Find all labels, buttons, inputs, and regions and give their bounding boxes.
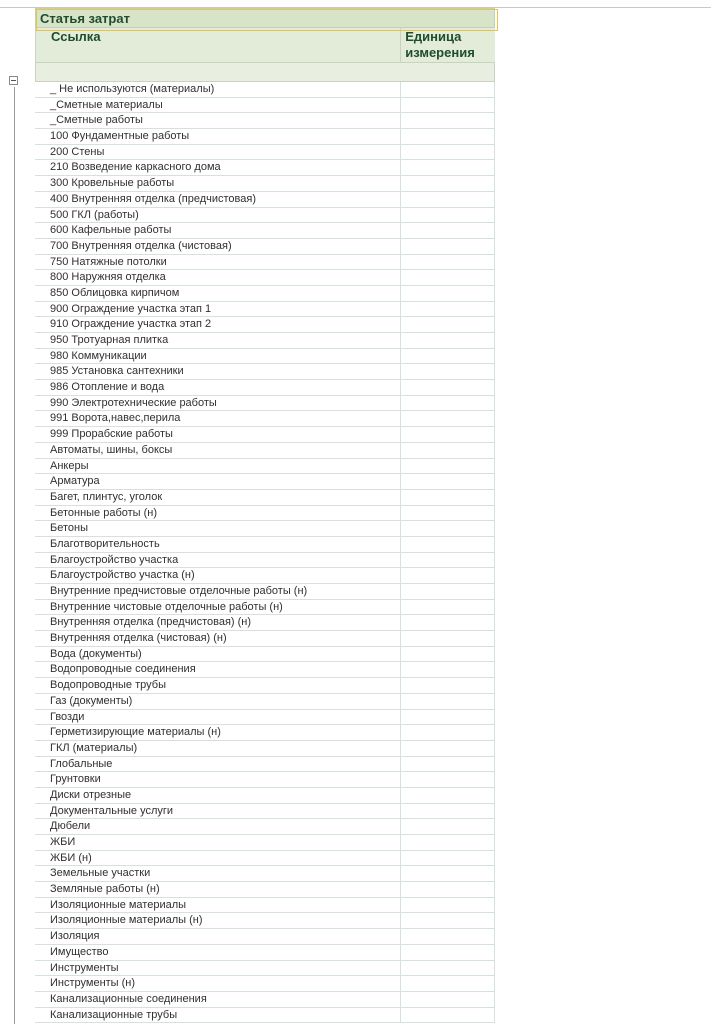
table-row[interactable] — [35, 506, 495, 522]
cell-unit[interactable] — [401, 129, 495, 144]
cell-unit[interactable] — [401, 82, 495, 97]
table-row[interactable] — [35, 333, 495, 349]
table-row[interactable] — [35, 725, 495, 741]
table-row[interactable] — [35, 678, 495, 694]
cell-reference[interactable]: ЖБИ (н) — [35, 851, 401, 866]
cell-unit[interactable] — [401, 113, 495, 128]
cell-unit[interactable] — [401, 788, 495, 803]
table-row[interactable] — [35, 317, 495, 333]
cell-reference[interactable]: ЖБИ — [35, 835, 401, 850]
cell-reference[interactable]: Канализационные соединения — [35, 992, 401, 1007]
group-title-label: Статья затрат — [40, 11, 130, 26]
table-row[interactable] — [35, 82, 495, 98]
cell-unit[interactable] — [401, 568, 495, 583]
cell-unit[interactable] — [401, 506, 495, 521]
group-bracket-line — [14, 87, 15, 1024]
cell-reference[interactable]: Герметизирующие материалы (н) — [35, 725, 401, 740]
cell-unit[interactable] — [401, 929, 495, 944]
table-row[interactable] — [35, 600, 495, 616]
cell-reference[interactable]: Газ (документы) — [35, 694, 401, 709]
table-row[interactable] — [35, 662, 495, 678]
cell-unit[interactable] — [401, 1008, 495, 1023]
cell-reference[interactable]: Внутренняя отделка (предчистовая) (н) — [35, 615, 401, 630]
cell-unit[interactable] — [401, 459, 495, 474]
cell-reference[interactable]: Бетонные работы (н) — [35, 506, 401, 521]
cell-reference[interactable]: ГКЛ (материалы) — [35, 741, 401, 756]
cell-unit[interactable] — [401, 349, 495, 364]
cell-reference[interactable]: 700 Внутренняя отделка (чистовая) — [35, 239, 401, 254]
cell-reference[interactable]: Водопроводные соединения — [35, 662, 401, 677]
table-row[interactable] — [35, 710, 495, 726]
cell-reference[interactable]: Инструменты (н) — [35, 976, 401, 991]
table-row[interactable] — [35, 772, 495, 788]
cell-unit[interactable] — [401, 976, 495, 991]
cell-reference[interactable]: 200 Стены — [35, 145, 401, 160]
table-row[interactable] — [35, 239, 495, 255]
cell-unit[interactable] — [401, 992, 495, 1007]
cell-unit[interactable] — [401, 302, 495, 317]
table-row[interactable] — [35, 490, 495, 506]
table-row[interactable] — [35, 976, 495, 992]
table-row[interactable] — [35, 913, 495, 929]
cell-reference[interactable]: Водопроводные трубы — [35, 678, 401, 693]
cell-unit[interactable] — [401, 819, 495, 834]
cell-reference[interactable]: Документальные услуги — [35, 804, 401, 819]
cell-reference[interactable]: 400 Внутренняя отделка (предчистовая) — [35, 192, 401, 207]
table-row[interactable] — [35, 647, 495, 663]
cell-unit[interactable] — [401, 913, 495, 928]
table-row[interactable] — [35, 223, 495, 239]
table-row[interactable] — [35, 929, 495, 945]
cell-reference[interactable]: Имущество — [35, 945, 401, 960]
cell-reference[interactable]: Изоляция — [35, 929, 401, 944]
cell-reference[interactable]: Инструменты — [35, 961, 401, 976]
cell-unit[interactable] — [401, 192, 495, 207]
group-total-row[interactable] — [35, 63, 495, 82]
cell-unit[interactable] — [401, 647, 495, 662]
cell-reference[interactable]: Изоляционные материалы (н) — [35, 913, 401, 928]
table-row[interactable] — [35, 176, 495, 192]
cell-unit[interactable] — [401, 757, 495, 772]
cell-unit[interactable] — [401, 615, 495, 630]
table-row[interactable] — [35, 129, 495, 145]
collapse-group-icon[interactable] — [9, 76, 18, 85]
cell-reference[interactable]: Гвозди — [35, 710, 401, 725]
column-header-unit[interactable] — [401, 28, 495, 62]
table-row[interactable] — [35, 568, 495, 584]
column-header-unit-line1: Единица — [405, 29, 462, 44]
cell-unit[interactable] — [401, 239, 495, 254]
table-row[interactable] — [35, 192, 495, 208]
table-row[interactable] — [35, 380, 495, 396]
cell-reference[interactable]: 950 Тротуарная плитка — [35, 333, 401, 348]
cell-unit[interactable] — [401, 364, 495, 379]
group-title-header[interactable] — [35, 8, 495, 28]
table-row[interactable] — [35, 427, 495, 443]
grouping-gutter — [0, 8, 35, 1024]
table-row[interactable] — [35, 945, 495, 961]
cell-unit[interactable] — [401, 176, 495, 191]
cell-unit[interactable] — [401, 270, 495, 285]
cell-reference[interactable]: Анкеры — [35, 459, 401, 474]
cell-reference[interactable]: 600 Кафельные работы — [35, 223, 401, 238]
cell-unit[interactable] — [401, 145, 495, 160]
cell-unit[interactable] — [401, 98, 495, 113]
cell-unit[interactable] — [401, 725, 495, 740]
cell-reference[interactable]: Бетоны — [35, 521, 401, 536]
cell-reference[interactable]: _ Не используются (материалы) — [35, 82, 401, 97]
cell-unit[interactable] — [401, 427, 495, 442]
cell-unit[interactable] — [401, 584, 495, 599]
table-row[interactable] — [35, 364, 495, 380]
cell-reference[interactable]: Багет, плинтус, уголок — [35, 490, 401, 505]
cell-reference[interactable]: _Сметные работы — [35, 113, 401, 128]
cell-unit[interactable] — [401, 851, 495, 866]
cell-reference[interactable]: 999 Прорабские работы — [35, 427, 401, 442]
table-row[interactable] — [35, 961, 495, 977]
cell-reference[interactable]: 986 Отопление и вода — [35, 380, 401, 395]
cell-unit[interactable] — [401, 772, 495, 787]
cell-unit[interactable] — [401, 678, 495, 693]
table-row[interactable] — [35, 694, 495, 710]
cell-unit[interactable] — [401, 443, 495, 458]
table-row[interactable] — [35, 160, 495, 176]
cell-reference[interactable]: 910 Ограждение участка этап 2 — [35, 317, 401, 332]
cell-unit[interactable] — [401, 223, 495, 238]
cell-unit[interactable] — [401, 160, 495, 175]
cell-reference[interactable]: Земельные участки — [35, 866, 401, 881]
cell-unit[interactable] — [401, 255, 495, 270]
cell-unit[interactable] — [401, 631, 495, 646]
cell-unit[interactable] — [401, 474, 495, 489]
table-row[interactable] — [35, 459, 495, 475]
cell-reference[interactable]: Дюбели — [35, 819, 401, 834]
cell-reference[interactable]: 750 Натяжные потолки — [35, 255, 401, 270]
column-headers — [35, 28, 495, 63]
cell-reference[interactable]: Благоустройство участка — [35, 553, 401, 568]
column-header-reference-label: Ссылка — [51, 29, 101, 44]
cell-reference[interactable]: 991 Ворота,навес,перила — [35, 411, 401, 426]
table-row[interactable] — [35, 788, 495, 804]
cell-unit[interactable] — [401, 898, 495, 913]
cell-reference[interactable]: 210 Возведение каркасного дома — [35, 160, 401, 175]
table-row[interactable] — [35, 349, 495, 365]
cell-reference[interactable]: 900 Ограждение участка этап 1 — [35, 302, 401, 317]
cell-reference[interactable]: Автоматы, шины, боксы — [35, 443, 401, 458]
table-row[interactable] — [35, 631, 495, 647]
cell-reference[interactable]: Изоляционные материалы — [35, 898, 401, 913]
table-row[interactable] — [35, 98, 495, 114]
cell-unit[interactable] — [401, 490, 495, 505]
table-row[interactable] — [35, 584, 495, 600]
cell-unit[interactable] — [401, 835, 495, 850]
cell-unit[interactable] — [401, 945, 495, 960]
cell-unit[interactable] — [401, 286, 495, 301]
table-row[interactable] — [35, 553, 495, 569]
table-row[interactable] — [35, 286, 495, 302]
cell-reference[interactable]: 990 Электротехнические работы — [35, 396, 401, 411]
table-row[interactable] — [35, 302, 495, 318]
cell-reference[interactable]: Вода (документы) — [35, 647, 401, 662]
cell-unit[interactable] — [401, 317, 495, 332]
cell-reference[interactable]: 800 Наружняя отделка — [35, 270, 401, 285]
table-row[interactable] — [35, 113, 495, 129]
cell-reference[interactable]: 300 Кровельные работы — [35, 176, 401, 191]
table-row[interactable] — [35, 396, 495, 412]
cell-reference[interactable]: 500 ГКЛ (работы) — [35, 208, 401, 223]
cell-reference[interactable]: 850 Облицовка кирпичом — [35, 286, 401, 301]
cell-reference[interactable]: 985 Установка сантехники — [35, 364, 401, 379]
cell-reference[interactable]: 100 Фундаментные работы — [35, 129, 401, 144]
table-row[interactable] — [35, 992, 495, 1008]
cell-unit[interactable] — [401, 882, 495, 897]
table-row[interactable] — [35, 521, 495, 537]
cell-reference[interactable]: Благоустройство участка (н) — [35, 568, 401, 583]
cell-unit[interactable] — [401, 411, 495, 426]
cell-reference[interactable]: Арматура — [35, 474, 401, 489]
column-header-unit-line2: измерения — [405, 45, 475, 60]
cell-reference[interactable]: Диски отрезные — [35, 788, 401, 803]
table-row[interactable] — [35, 208, 495, 224]
cell-reference[interactable]: Благотворительность — [35, 537, 401, 552]
table-row[interactable] — [35, 474, 495, 490]
cell-unit[interactable] — [401, 333, 495, 348]
cell-reference[interactable]: Грунтовки — [35, 772, 401, 787]
table-row[interactable] — [35, 145, 495, 161]
table-row[interactable] — [35, 898, 495, 914]
cell-unit[interactable] — [401, 553, 495, 568]
cell-unit[interactable] — [401, 804, 495, 819]
cell-unit[interactable] — [401, 396, 495, 411]
cell-unit[interactable] — [401, 961, 495, 976]
cell-unit[interactable] — [401, 710, 495, 725]
table-row[interactable] — [35, 757, 495, 773]
table-row[interactable] — [35, 255, 495, 271]
report-table — [35, 8, 495, 1023]
table-row[interactable] — [35, 443, 495, 459]
table-row[interactable] — [35, 804, 495, 820]
table-row[interactable] — [35, 835, 495, 851]
table-row[interactable] — [35, 741, 495, 757]
table-row[interactable] — [35, 1008, 495, 1024]
table-body — [35, 82, 495, 1023]
table-row[interactable] — [35, 270, 495, 286]
table-row[interactable] — [35, 537, 495, 553]
table-row[interactable] — [35, 411, 495, 427]
cell-reference[interactable]: Внутренние чистовые отделочные работы (н) — [35, 600, 401, 615]
cell-unit[interactable] — [401, 741, 495, 756]
cell-unit[interactable] — [401, 380, 495, 395]
cell-unit[interactable] — [401, 521, 495, 536]
cell-unit[interactable] — [401, 208, 495, 223]
table-row[interactable] — [35, 882, 495, 898]
cell-unit[interactable] — [401, 866, 495, 881]
cell-unit[interactable] — [401, 537, 495, 552]
cell-unit[interactable] — [401, 662, 495, 677]
cell-unit[interactable] — [401, 694, 495, 709]
table-row[interactable] — [35, 819, 495, 835]
table-row[interactable] — [35, 851, 495, 867]
table-row[interactable] — [35, 866, 495, 882]
cell-reference[interactable]: 980 Коммуникации — [35, 349, 401, 364]
column-header-reference[interactable] — [36, 28, 401, 62]
table-row[interactable] — [35, 615, 495, 631]
cell-reference[interactable]: Земляные работы (н) — [35, 882, 401, 897]
cell-reference[interactable]: Внутренняя отделка (чистовая) (н) — [35, 631, 401, 646]
cell-reference[interactable]: _Сметные материалы — [35, 98, 401, 113]
cell-unit[interactable] — [401, 600, 495, 615]
cell-reference[interactable]: Глобальные — [35, 757, 401, 772]
cell-reference[interactable]: Канализационные трубы — [35, 1008, 401, 1023]
cell-reference[interactable]: Внутренние предчистовые отделочные работы (н) — [35, 584, 401, 599]
